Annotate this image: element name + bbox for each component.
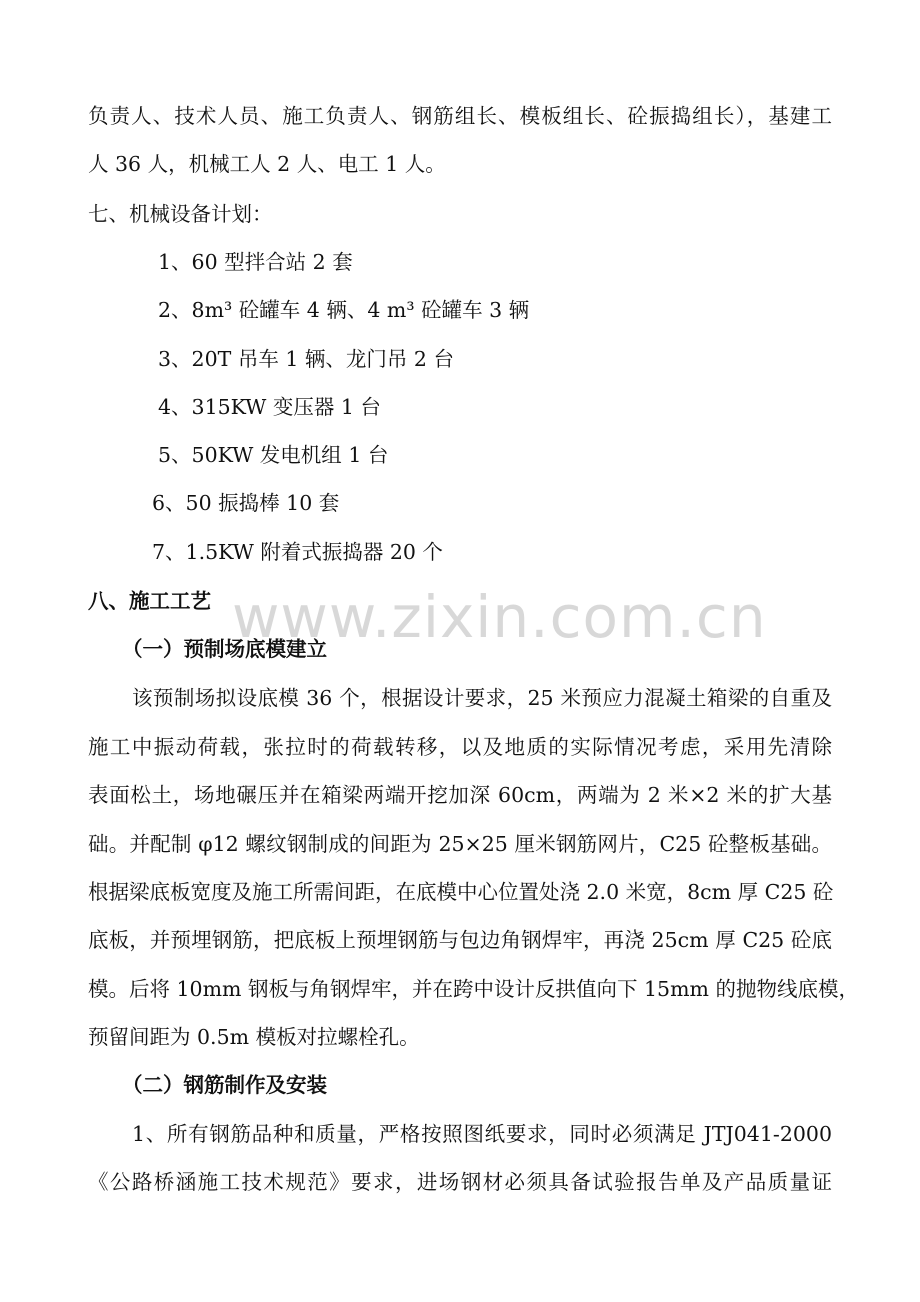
paragraph-line: 该预制场拟设底模 36 个，根据设计要求，25 米预应力混凝土箱梁的自重及 xyxy=(132,686,832,710)
paragraph-line: 人 36 人，机械工人 2 人、电工 1 人。 xyxy=(88,152,446,176)
equipment-item: 5、50KW 发电机组 1 台 xyxy=(158,443,389,467)
paragraph-line: 《公路桥涵施工技术规范》要求，进场钢材必须具备试验报告单及产品质量证 xyxy=(88,1170,832,1194)
paragraph-line: 表面松土，场地碾压并在箱梁两端开挖加深 60cm，两端为 2 米×2 米的扩大基 xyxy=(88,783,832,807)
paragraph-line: 础。并配制 φ12 螺纹钢制成的间距为 25×25 厘米钢筋网片，C25 砼整板基础。 xyxy=(88,832,832,856)
equipment-item: 7、1.5KW 附着式振捣器 20 个 xyxy=(152,540,443,564)
subsection-heading-1: （一）预制场底模建立 xyxy=(122,637,327,661)
paragraph-line: 底板，并预埋钢筋，把底板上预埋钢筋与包边角钢焊牢，再浇 25cm 厚 C25 砼底 xyxy=(88,928,832,952)
equipment-item: 3、20T 吊车 1 辆、龙门吊 2 台 xyxy=(158,347,454,371)
equipment-item: 4、315KW 变压器 1 台 xyxy=(158,395,381,419)
paragraph-line: 模。后将 10mm 钢板与角钢焊牢，并在跨中设计反拱值向下 15mm 的抛物线底模， xyxy=(88,977,859,1001)
section-heading-8: 八、施工工艺 xyxy=(88,589,211,613)
section-heading-7: 七、机械设备计划： xyxy=(88,202,273,226)
equipment-item: 6、50 振捣棒 10 套 xyxy=(152,491,340,515)
equipment-item: 1、60 型拌合站 2 套 xyxy=(158,250,353,274)
watermark: www.zixin.com.cn xyxy=(232,583,767,651)
subsection-heading-2: （二）钢筋制作及安装 xyxy=(122,1073,327,1097)
paragraph-line: 1、所有钢筋品种和质量，严格按照图纸要求，同时必须满足 JTJ041-2000 xyxy=(132,1122,832,1146)
paragraph-line: 预留间距为 0.5m 模板对拉螺栓孔。 xyxy=(88,1025,420,1049)
paragraph-line: 根据梁底板宽度及施工所需间距，在底模中心位置处浇 2.0 米宽，8cm 厚 C25 砼 xyxy=(88,880,834,904)
equipment-item: 2、8m³ 砼罐车 4 辆、4 m³ 砼罐车 3 辆 xyxy=(158,298,530,322)
paragraph-line: 施工中振动荷载，张拉时的荷载转移，以及地质的实际情况考虑，采用先清除 xyxy=(88,735,832,759)
paragraph-line: 负责人、技术人员、施工负责人、钢筋组长、模板组长、砼振捣组长），基建工 xyxy=(88,104,832,128)
